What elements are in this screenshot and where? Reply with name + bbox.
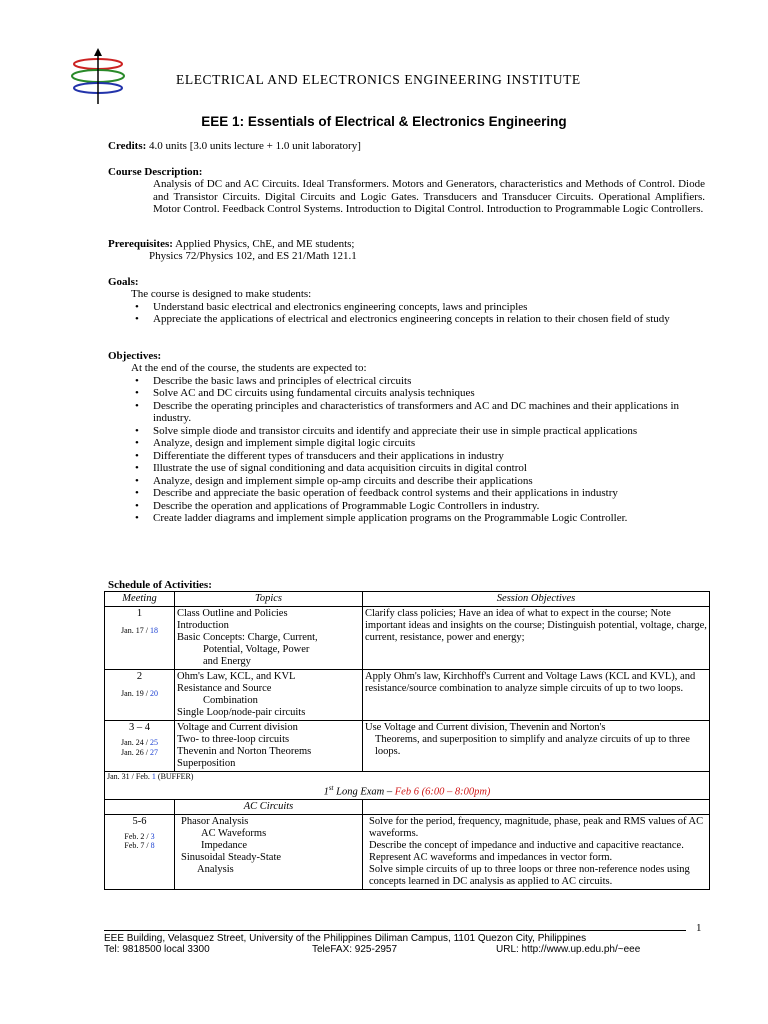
exam-date: Feb 6 (6:00 – 8:00pm) [394,786,491,798]
footer-url[interactable]: URL: http://www.up.edu.ph/~eee [496,944,641,955]
date: Feb. 2 [124,831,145,841]
credits-line [108,140,708,153]
objective-item: • Describe and appreciate the basic operation of feedback control systems and their applications in industry [131,487,706,500]
date-sep: / [143,626,150,635]
meeting-number: 3 – 4 [129,722,150,733]
topic: Superposition [177,758,236,769]
goal-item: • Appreciate the applications of electrical and electronics engineering concepts in relation to their chosen field of study [131,313,701,326]
ac-circuits-header: AC Circuits [175,799,363,814]
exam-ordinal-suffix: st [328,784,334,792]
date: Feb. 7 [124,841,145,850]
header-topics: Topics [175,592,363,607]
topics-cell [175,607,363,670]
footer-contacts [104,944,684,955]
footer-rule [104,930,686,931]
description-text: Analysis of DC and AC Circuits. Ideal Transformers. Motors and Generators, characteristics and Methods of Control. Diode and Transistor Circuits. Digital Circuits and Logic Gates. Transducers and Transducer Circuits. Operational Amplifiers. Motor Control. Feedback Control Systems. Introduction to Digital Control. Introduction to Programmable Logic Controllers. [153,178,705,215]
page-number: 1 [696,922,702,934]
credits-label: Credits: [108,140,147,152]
objective-item: • Create ladder diagrams and implement simple application programs on the Programmable Logic Controller. [131,512,706,525]
header-meeting: Meeting [105,592,175,607]
date-sep: / [143,738,150,747]
date: Jan. 24 [121,738,144,747]
objectives-cell [363,721,710,772]
objectives-section [131,362,706,525]
goals-label: Goals: [108,276,139,288]
institute-name: ELECTRICAL AND ELECTRONICS ENGINEERING INSTITUTE [176,72,581,87]
buffer-note [107,772,707,782]
date-sep: / [144,831,151,841]
footer-fax: TeleFAX: 925-2957 [312,944,398,955]
topic: Analysis [197,863,234,875]
topic: Combination [203,695,258,706]
objective-item: • Analyze, design and implement simple digital logic circuits [131,437,706,450]
topic: AC Waveforms [201,827,267,839]
date: 18 [149,626,158,635]
objective-item: • Describe the operating principles and characteristics of transformers and AC and DC machines and their applications in industry. [131,400,706,425]
meeting-cell [105,607,175,670]
meeting-number: 1 [136,608,143,619]
topic: Resistance and Source [177,683,272,694]
meeting-cell [105,814,175,889]
objective-line: Represent AC waveforms and impedances in vector form. [369,851,613,863]
table-row [105,670,710,721]
buffer-label: (BUFFER) [155,772,194,781]
header-session-objectives: Session Objectives [363,592,710,607]
goals-intro: The course is designed to make students: [131,288,312,300]
table-row [105,607,710,670]
topic: Potential, Voltage, Power [203,644,310,655]
date: 27 [149,747,158,757]
meeting-cell [105,721,175,772]
exam-label: Long Exam – [333,786,395,798]
credits-value: 4.0 units [3.0 units lecture + 1.0 unit laboratory] [149,140,361,152]
meeting-number: 5-6 [132,815,147,827]
objectives-cell [363,814,710,889]
goals-section [131,288,701,326]
objectives-cell: Clarify class policies; Have an idea of what to expect in the course; Note important ideas and insights on the course; Distinguish potential, voltage, charge, current, resistance, power and energy; [363,607,710,670]
date: 20 [149,689,158,698]
topic: Basic Concepts: Charge, Current, [177,632,318,643]
date: Jan. 26 [121,747,144,757]
topic: Two- to three-loop circuits [177,734,290,745]
institute-logo [66,48,130,110]
objective-line: Theorems, and superposition to simplify and analyze circuits of up to three loops. [375,734,690,757]
meeting-dates [107,689,172,699]
meeting-number: 2 [136,671,143,682]
topic: and Energy [203,656,251,667]
table-row [105,721,710,772]
date: 1 [151,772,156,781]
objective-item: • Describe the basic laws and principles of electrical circuits [131,375,706,388]
objective-item: • Solve simple diode and transistor circuits and identify and appreciate their use in simple practical applications [131,425,706,438]
objective-line: Describe the concept of impedance and inductive and capacitive reactance. [369,839,684,851]
objective-item: • Differentiate the different types of transducers and their applications in industry [131,450,706,463]
objective-item: • Solve AC and DC circuits using fundamental circuits analysis techniques [131,387,706,400]
objective-line: Use Voltage and Current division, Thevenin and Norton's [365,722,606,733]
schedule-label: Schedule of Activities: [108,579,212,591]
objectives-cell: Apply Ohm's law, Kirchhoff's Current and Voltage Laws (KCL and KVL), and resistance/source combination to analyze simple circuits of up to two loops. [363,670,710,721]
schedule-table [104,591,710,890]
topic: Single Loop/node-pair circuits [177,707,306,718]
footer-address: EEE Building, Velasquez Street, University of the Philippines Diliman Campus, 1101 Quezon City, Philippines [104,933,587,944]
date-sep: / [144,841,151,850]
objective-item: • Describe the operation and applications of Programmable Logic Controllers in industry. [131,500,706,513]
topic: Voltage and Current division [177,722,298,733]
date-sep: / Feb. [129,772,152,781]
date: 25 [149,738,158,747]
topics-cell [175,814,363,889]
topic: Class Outline and Policies [177,608,288,619]
topic: Introduction [177,620,229,631]
topic: Impedance [201,839,248,851]
description-label: Course Description: [108,166,203,178]
goal-item: • Understand basic electrical and electronics engineering concepts, laws and principles [131,301,701,314]
date: Jan. 31 [107,772,130,781]
date-sep: / [143,689,150,698]
buffer-row [105,772,710,800]
topic: Phasor Analysis [181,815,249,827]
topic: Ohm's Law, KCL, and KVL [177,671,296,682]
prerequisites-line [108,238,708,251]
date: Jan. 17 [121,626,144,635]
table-header-row [105,592,710,607]
objective-item: • Illustrate the use of signal conditioning and data acquisition circuits in digital control [131,462,706,475]
prerequisites-line2: Physics 72/Physics 102, and ES 21/Math 121.1 [149,250,357,262]
prerequisites-label: Prerequisites: [108,238,173,250]
prerequisites-line1: Applied Physics, ChE, and ME students; [175,238,355,250]
topic: Sinusoidal Steady-State [181,851,282,863]
exam-ordinal: 1 [323,786,329,798]
date-sep: / [143,747,150,757]
meeting-dates [107,738,172,757]
topic: Thevenin and Norton Theorems [177,746,312,757]
section-row [105,799,710,814]
date: 3 [150,831,155,841]
objectives-intro: At the end of the course, the students are expected to: [131,362,367,374]
meeting-dates [107,626,172,636]
long-exam-note [107,782,707,799]
topics-cell [175,721,363,772]
objectives-label: Objectives: [108,350,162,362]
meeting-cell [105,670,175,721]
course-title: EEE 1: Essentials of Electrical & Electronics Engineering [201,114,567,129]
date: 8 [150,841,155,850]
date: Jan. 19 [121,689,144,698]
footer-tel: Tel: 9818500 local 3300 [104,944,210,955]
objective-line: Solve for the period, frequency, magnitude, phase, peak and RMS values of AC waveforms. [369,815,704,839]
objective-line: Solve simple circuits of up to three loops or three non-reference nodes using concepts learned in DC analysis as applied to AC circuits. [369,863,690,887]
table-row [105,814,710,889]
objective-item: • Analyze, design and implement simple op-amp circuits and describe their applications [131,475,706,488]
meeting-dates [107,832,172,851]
topics-cell [175,670,363,721]
